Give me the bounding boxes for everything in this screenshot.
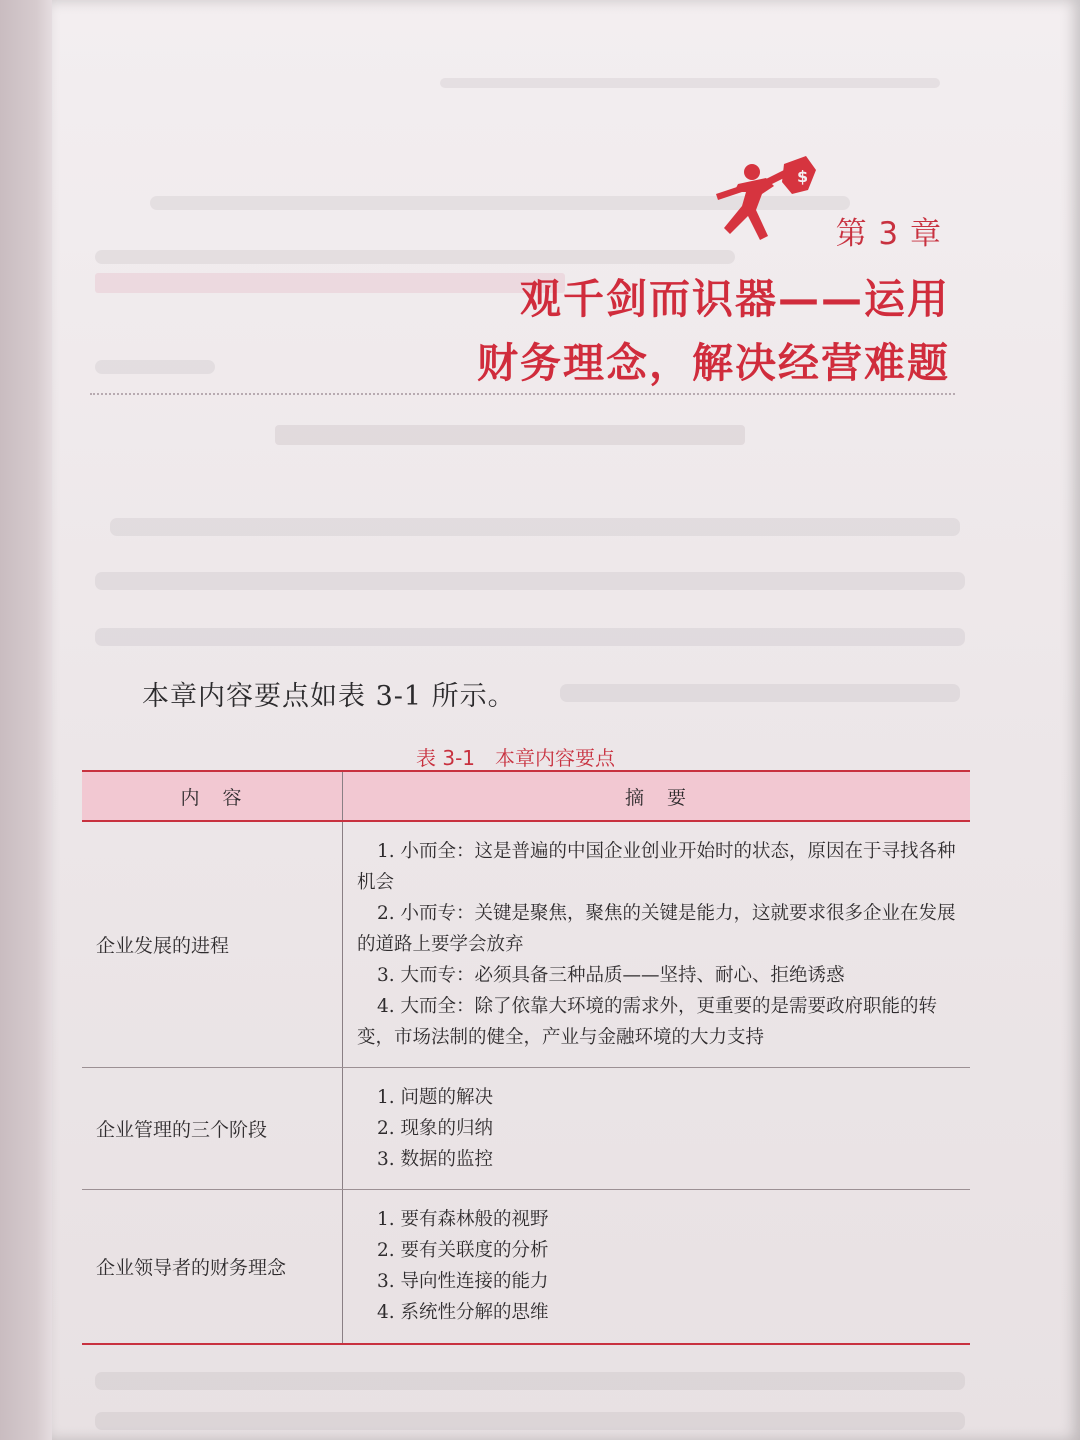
show-through-text	[95, 250, 735, 264]
chapter-title-line-2: 财务理念，解决经营难题	[477, 339, 950, 387]
summary-item: 2. 现象的归纳	[377, 1118, 494, 1139]
show-through-text	[95, 1372, 965, 1390]
summary-item: 2. 要有关联度的分析	[377, 1240, 549, 1262]
header-summary: 摘 要	[343, 771, 971, 821]
summary-item: 3. 数据的监控	[377, 1149, 494, 1170]
running-man-money-bag-icon	[708, 150, 820, 246]
summary-item: 4. 系统性分解的思维	[377, 1302, 549, 1324]
summary-table	[82, 770, 970, 1345]
show-through-text	[440, 78, 940, 88]
show-through-text	[95, 572, 965, 590]
row-summary	[343, 1068, 971, 1190]
show-through-text	[560, 684, 960, 702]
show-through-text	[110, 518, 960, 536]
summary-item: 4. 大而全：除了依靠大环境的需求外，更重要的是需要政府职能的转变，市场法制的健全，产业与金融环境的大力支持	[357, 996, 938, 1048]
show-through-highlight	[95, 273, 565, 293]
row-name: 企业管理的三个阶段	[82, 1068, 343, 1190]
svg-text:$: $	[797, 167, 809, 186]
page-edge	[0, 0, 52, 1440]
table-caption	[416, 742, 615, 771]
show-through-text	[95, 360, 215, 374]
summary-item: 2. 小而专：关键是聚焦，聚焦的关键是能力，这就要求很多企业在发展的道路上要学会放弃	[357, 903, 956, 955]
chapter-number: 第 3 章	[835, 216, 942, 252]
summary-item: 1. 要有森林般的视野	[377, 1209, 549, 1231]
show-through-heading	[275, 425, 745, 445]
intro-paragraph: 本章内容要点如表 3-1 所示。	[142, 681, 516, 712]
show-through-text	[95, 628, 965, 646]
table-row	[82, 1190, 970, 1344]
row-summary	[343, 1190, 971, 1344]
table-caption-number: 表 3-1	[416, 746, 476, 770]
summary-item: 3. 导向性连接的能力	[377, 1271, 549, 1293]
header-content: 内 容	[82, 771, 343, 821]
table-row	[82, 821, 970, 1068]
summary-item: 1. 小而全：这是普遍的中国企业创业开始时的状态，原因在于寻找各种机会	[357, 841, 956, 893]
table-caption-title: 本章内容要点	[495, 746, 616, 770]
table-header-row	[82, 771, 970, 821]
row-name: 企业发展的进程	[82, 821, 343, 1068]
dotted-divider	[90, 393, 955, 395]
show-through-text	[95, 1412, 965, 1430]
summary-item: 1. 问题的解决	[377, 1087, 494, 1108]
chapter-title-line-1: 观千剑而识器——运用	[520, 275, 950, 323]
summary-item: 3. 大而专：必须具备三种品质——坚持、耐心、拒绝诱惑	[377, 965, 845, 986]
row-name: 企业领导者的财务理念	[82, 1190, 343, 1344]
row-summary	[343, 821, 971, 1068]
table-row	[82, 1068, 970, 1190]
